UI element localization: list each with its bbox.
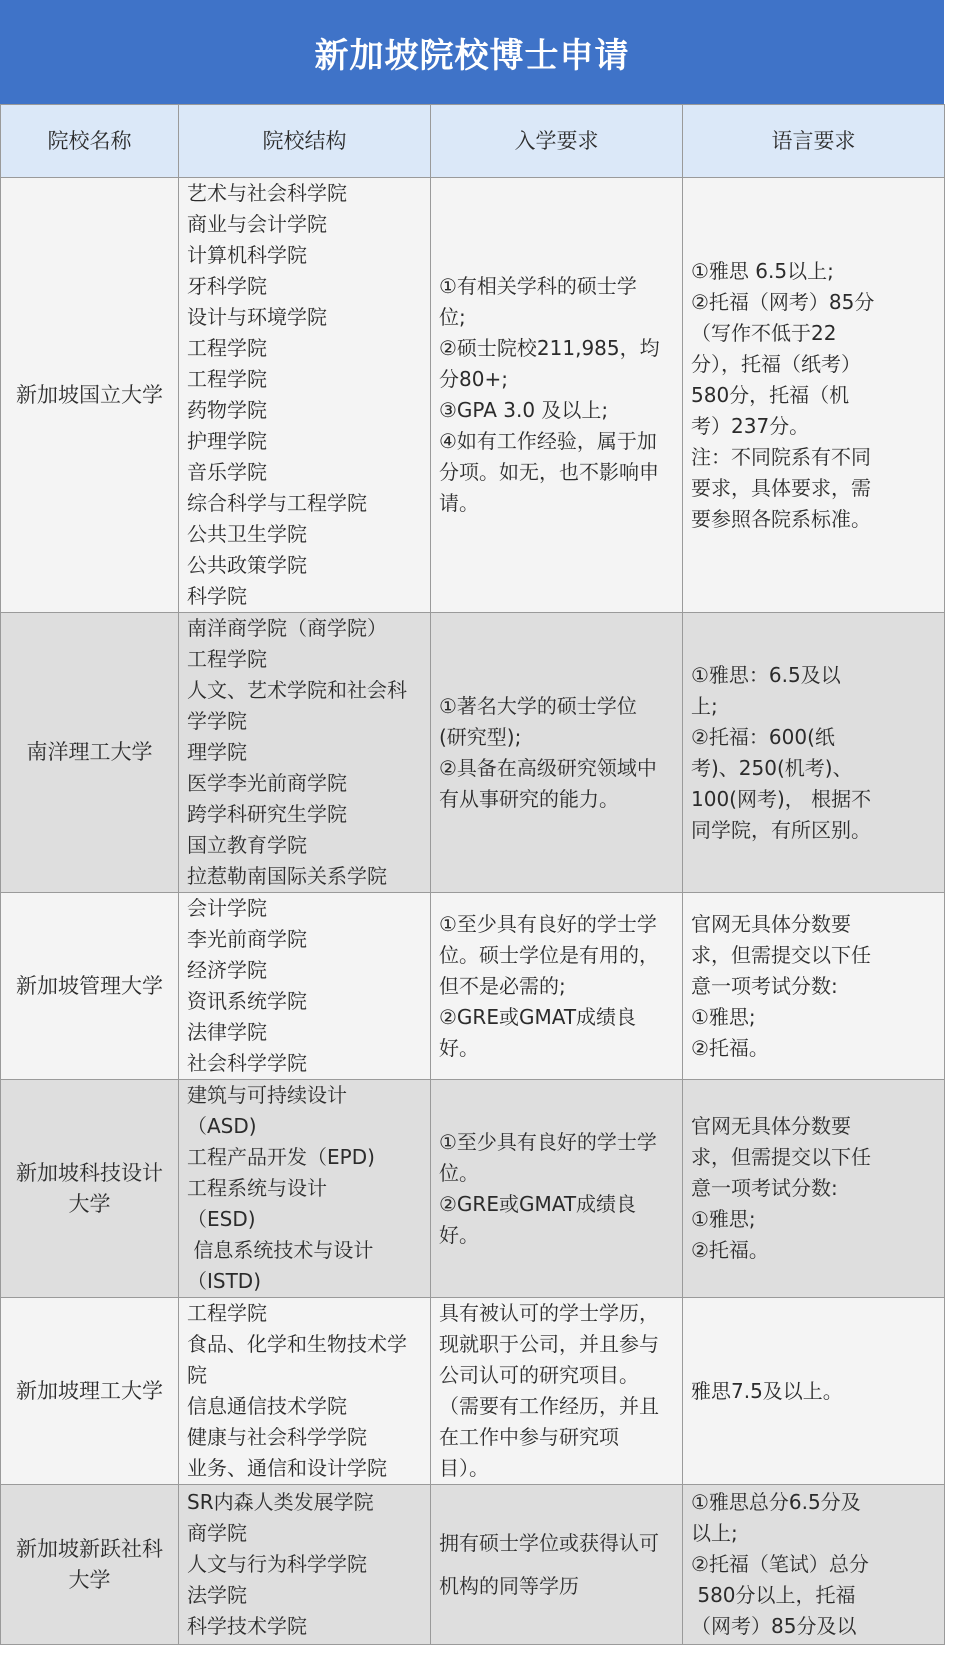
school-structure	[179, 893, 431, 1080]
structure-line: 健康与社会科学学院	[187, 1425, 367, 1449]
header-language: 语言要求	[683, 105, 945, 178]
structure-line: 商学院	[187, 1521, 247, 1545]
table-row	[1, 893, 945, 1080]
admission-line: ②GRE或GMAT成绩良	[439, 1191, 637, 1216]
school-structure	[179, 1298, 431, 1485]
language-line: 分），托福（纸考）	[691, 351, 861, 376]
admission-line: 有从事研究的能力。	[439, 786, 619, 811]
admission-line: 目）。	[439, 1456, 489, 1480]
table-row	[1, 1485, 945, 1645]
admission-line: 在工作中参与研究项	[439, 1425, 619, 1449]
language-line: 上;	[691, 693, 718, 718]
language-line: ②托福。	[691, 1035, 769, 1060]
structure-line: 资讯系统学院	[187, 989, 307, 1013]
structure-line: 综合科学与工程学院	[187, 491, 367, 515]
structure-line: 法律学院	[187, 1020, 267, 1044]
structure-line: 工程产品开发（EPD)	[187, 1145, 375, 1169]
language-line: 580分以上，托福	[691, 1583, 856, 1607]
structure-line: 信息系统技术与设计	[187, 1238, 374, 1262]
language-line: 要求，具体要求，需	[691, 475, 871, 500]
school-language	[683, 893, 945, 1080]
structure-line: 艺术与社会科学院	[187, 181, 347, 205]
admission-line: 公司认可的研究项目。	[439, 1363, 639, 1387]
structure-line: 音乐学院	[187, 460, 267, 484]
language-line: 意一项考试分数:	[691, 973, 838, 998]
language-line: ②托福。	[691, 1238, 769, 1262]
header-row	[1, 105, 945, 178]
language-line: ①雅思;	[691, 1004, 756, 1029]
structure-line: 工程系统与设计	[187, 1176, 327, 1200]
structure-line: 南洋商学院（商学院）	[187, 616, 387, 640]
admission-line: 分80+;	[439, 367, 508, 391]
structure-line: 经济学院	[187, 958, 267, 982]
language-line: 官网无具体分数要	[691, 1114, 851, 1138]
table-row	[1, 1080, 945, 1298]
school-admission	[431, 178, 683, 613]
language-line: 考)、250(机考)、	[691, 755, 853, 780]
school-name: 新加坡科技设计大学	[1, 1080, 179, 1298]
school-admission	[431, 613, 683, 893]
structure-line: （ESD)	[187, 1207, 256, 1231]
structure-line: 食品、化学和生物技术学	[187, 1332, 407, 1356]
school-language	[683, 178, 945, 613]
structure-line: SR内森人类发展学院	[187, 1490, 374, 1514]
language-line: 要参照各院系标准。	[691, 506, 871, 531]
structure-line: 计算机科学院	[187, 243, 307, 267]
structure-line: 院	[187, 1363, 207, 1387]
language-line: 雅思7.5及以上。	[691, 1378, 843, 1403]
phd-table	[0, 104, 945, 1645]
admission-line: 位。	[439, 1160, 479, 1185]
school-admission	[431, 893, 683, 1080]
admission-line: 位。硕士学位是有用的，	[439, 942, 659, 967]
structure-line: 公共政策学院	[187, 553, 307, 577]
admission-line: 好。	[439, 1035, 479, 1060]
admission-line: 请。	[439, 491, 479, 515]
structure-line: 科学技术学院	[187, 1614, 307, 1638]
school-language	[683, 1485, 945, 1645]
admission-line: 现就职于公司，并且参与	[439, 1332, 659, 1356]
header-structure: 院校结构	[179, 105, 431, 178]
structure-line: 护理学院	[187, 429, 267, 453]
language-line: ①雅思;	[691, 1207, 756, 1231]
structure-line: 工程学院	[187, 367, 267, 391]
language-line: 以上;	[691, 1521, 738, 1545]
language-line: 意一项考试分数:	[691, 1176, 838, 1200]
admission-line: ③GPA 3.0 及以上;	[439, 398, 609, 422]
table-row	[1, 1298, 945, 1485]
school-structure	[179, 1080, 431, 1298]
structure-line: 工程学院	[187, 647, 267, 671]
school-name: 南洋理工大学	[1, 613, 179, 893]
language-line: 官网无具体分数要	[691, 911, 851, 936]
structure-line: 法学院	[187, 1583, 247, 1607]
school-name: 新加坡理工大学	[1, 1298, 179, 1485]
admission-line: ①有相关学科的硕士学	[439, 274, 637, 298]
structure-line: 会计学院	[187, 896, 267, 920]
school-language	[683, 1080, 945, 1298]
admission-line: ②GRE或GMAT成绩良	[439, 1004, 637, 1029]
structure-line: 科学院	[187, 584, 247, 608]
structure-line: 跨学科研究生学院	[187, 802, 347, 826]
structure-line: 设计与环境学院	[187, 305, 327, 329]
language-line: ①雅思：6.5及以	[691, 662, 841, 687]
language-line: 考）237分。	[691, 413, 810, 438]
structure-line: 公共卫生学院	[187, 522, 307, 546]
language-line: 同学院，有所区别。	[691, 817, 871, 842]
language-line: 100(网考)， 根据不	[691, 786, 872, 811]
structure-line: 理学院	[187, 740, 247, 764]
admission-line: 具有被认可的学士学历，	[439, 1301, 659, 1325]
admission-line: ①著名大学的硕士学位	[439, 693, 637, 718]
school-name: 新加坡管理大学	[1, 893, 179, 1080]
school-structure	[179, 613, 431, 893]
structure-line: 信息通信技术学院	[187, 1394, 347, 1418]
school-admission	[431, 1485, 683, 1645]
structure-line: 拉惹勒南国际关系学院	[187, 864, 387, 888]
school-structure	[179, 1485, 431, 1645]
admission-line: ②硕士院校211,985，均	[439, 336, 660, 360]
language-line: ①雅思总分6.5分及	[691, 1490, 861, 1514]
structure-line: 国立教育学院	[187, 833, 307, 857]
language-line: （网考）85分及以	[691, 1614, 857, 1638]
structure-line: （ISTD)	[187, 1269, 262, 1293]
header-name: 院校名称	[1, 105, 179, 178]
structure-line: 建筑与可持续设计	[187, 1083, 347, 1107]
language-line: ②托福：600(纸	[691, 724, 835, 749]
school-language	[683, 613, 945, 893]
structure-line: 李光前商学院	[187, 927, 307, 951]
language-line: 580分，托福（机	[691, 382, 850, 407]
school-language	[683, 1298, 945, 1485]
admission-line: 分项。如无，也不影响申	[439, 460, 659, 484]
structure-line: 药物学院	[187, 398, 267, 422]
language-line: ②托福（笔试）总分	[691, 1552, 869, 1576]
admission-line: 好。	[439, 1222, 479, 1247]
structure-line: 业务、通信和设计学院	[187, 1456, 387, 1480]
language-line: 求，但需提交以下任	[691, 1145, 871, 1169]
school-structure	[179, 178, 431, 613]
language-line: 求，但需提交以下任	[691, 942, 871, 967]
language-line: 注：不同院系有不同	[691, 444, 871, 469]
structure-line: 人文与行为科学学院	[187, 1552, 367, 1576]
language-line: ②托福（网考）85分	[691, 289, 875, 314]
admission-line: 位;	[439, 305, 466, 329]
school-name: 新加坡新跃社科大学	[1, 1485, 179, 1645]
school-name: 新加坡国立大学	[1, 178, 179, 613]
school-admission	[431, 1080, 683, 1298]
structure-line: 社会科学学院	[187, 1051, 307, 1075]
structure-line: 人文、艺术学院和社会科	[187, 678, 407, 702]
structure-line: 商业与会计学院	[187, 212, 327, 236]
language-line: （写作不低于22	[691, 320, 837, 345]
admission-line: （需要有工作经历，并且	[439, 1394, 659, 1418]
structure-line: 工程学院	[187, 336, 267, 360]
school-admission	[431, 1298, 683, 1485]
admission-line: ①至少具有良好的学士学	[439, 1129, 657, 1154]
structure-line: （ASD)	[187, 1114, 257, 1138]
admission-line: ②具备在高级研究领域中	[439, 755, 657, 780]
admission-line: 但不是必需的;	[439, 973, 566, 998]
header-admission: 入学要求	[431, 105, 683, 178]
structure-line: 学学院	[187, 709, 247, 733]
language-line: ①雅思 6.5以上;	[691, 258, 834, 283]
admission-line: (研究型);	[439, 724, 522, 749]
structure-line: 牙科学院	[187, 274, 267, 298]
admission-line: 机构的同等学历	[439, 1573, 579, 1598]
structure-line: 工程学院	[187, 1301, 267, 1325]
admission-line: 拥有硕士学位或获得认可	[439, 1530, 659, 1555]
table-row	[1, 178, 945, 613]
admission-line: ④如有工作经验，属于加	[439, 429, 657, 453]
page-title: 新加坡院校博士申请	[0, 0, 944, 104]
structure-line: 医学李光前商学院	[187, 771, 347, 795]
table-row	[1, 613, 945, 893]
admission-line: ①至少具有良好的学士学	[439, 911, 657, 936]
